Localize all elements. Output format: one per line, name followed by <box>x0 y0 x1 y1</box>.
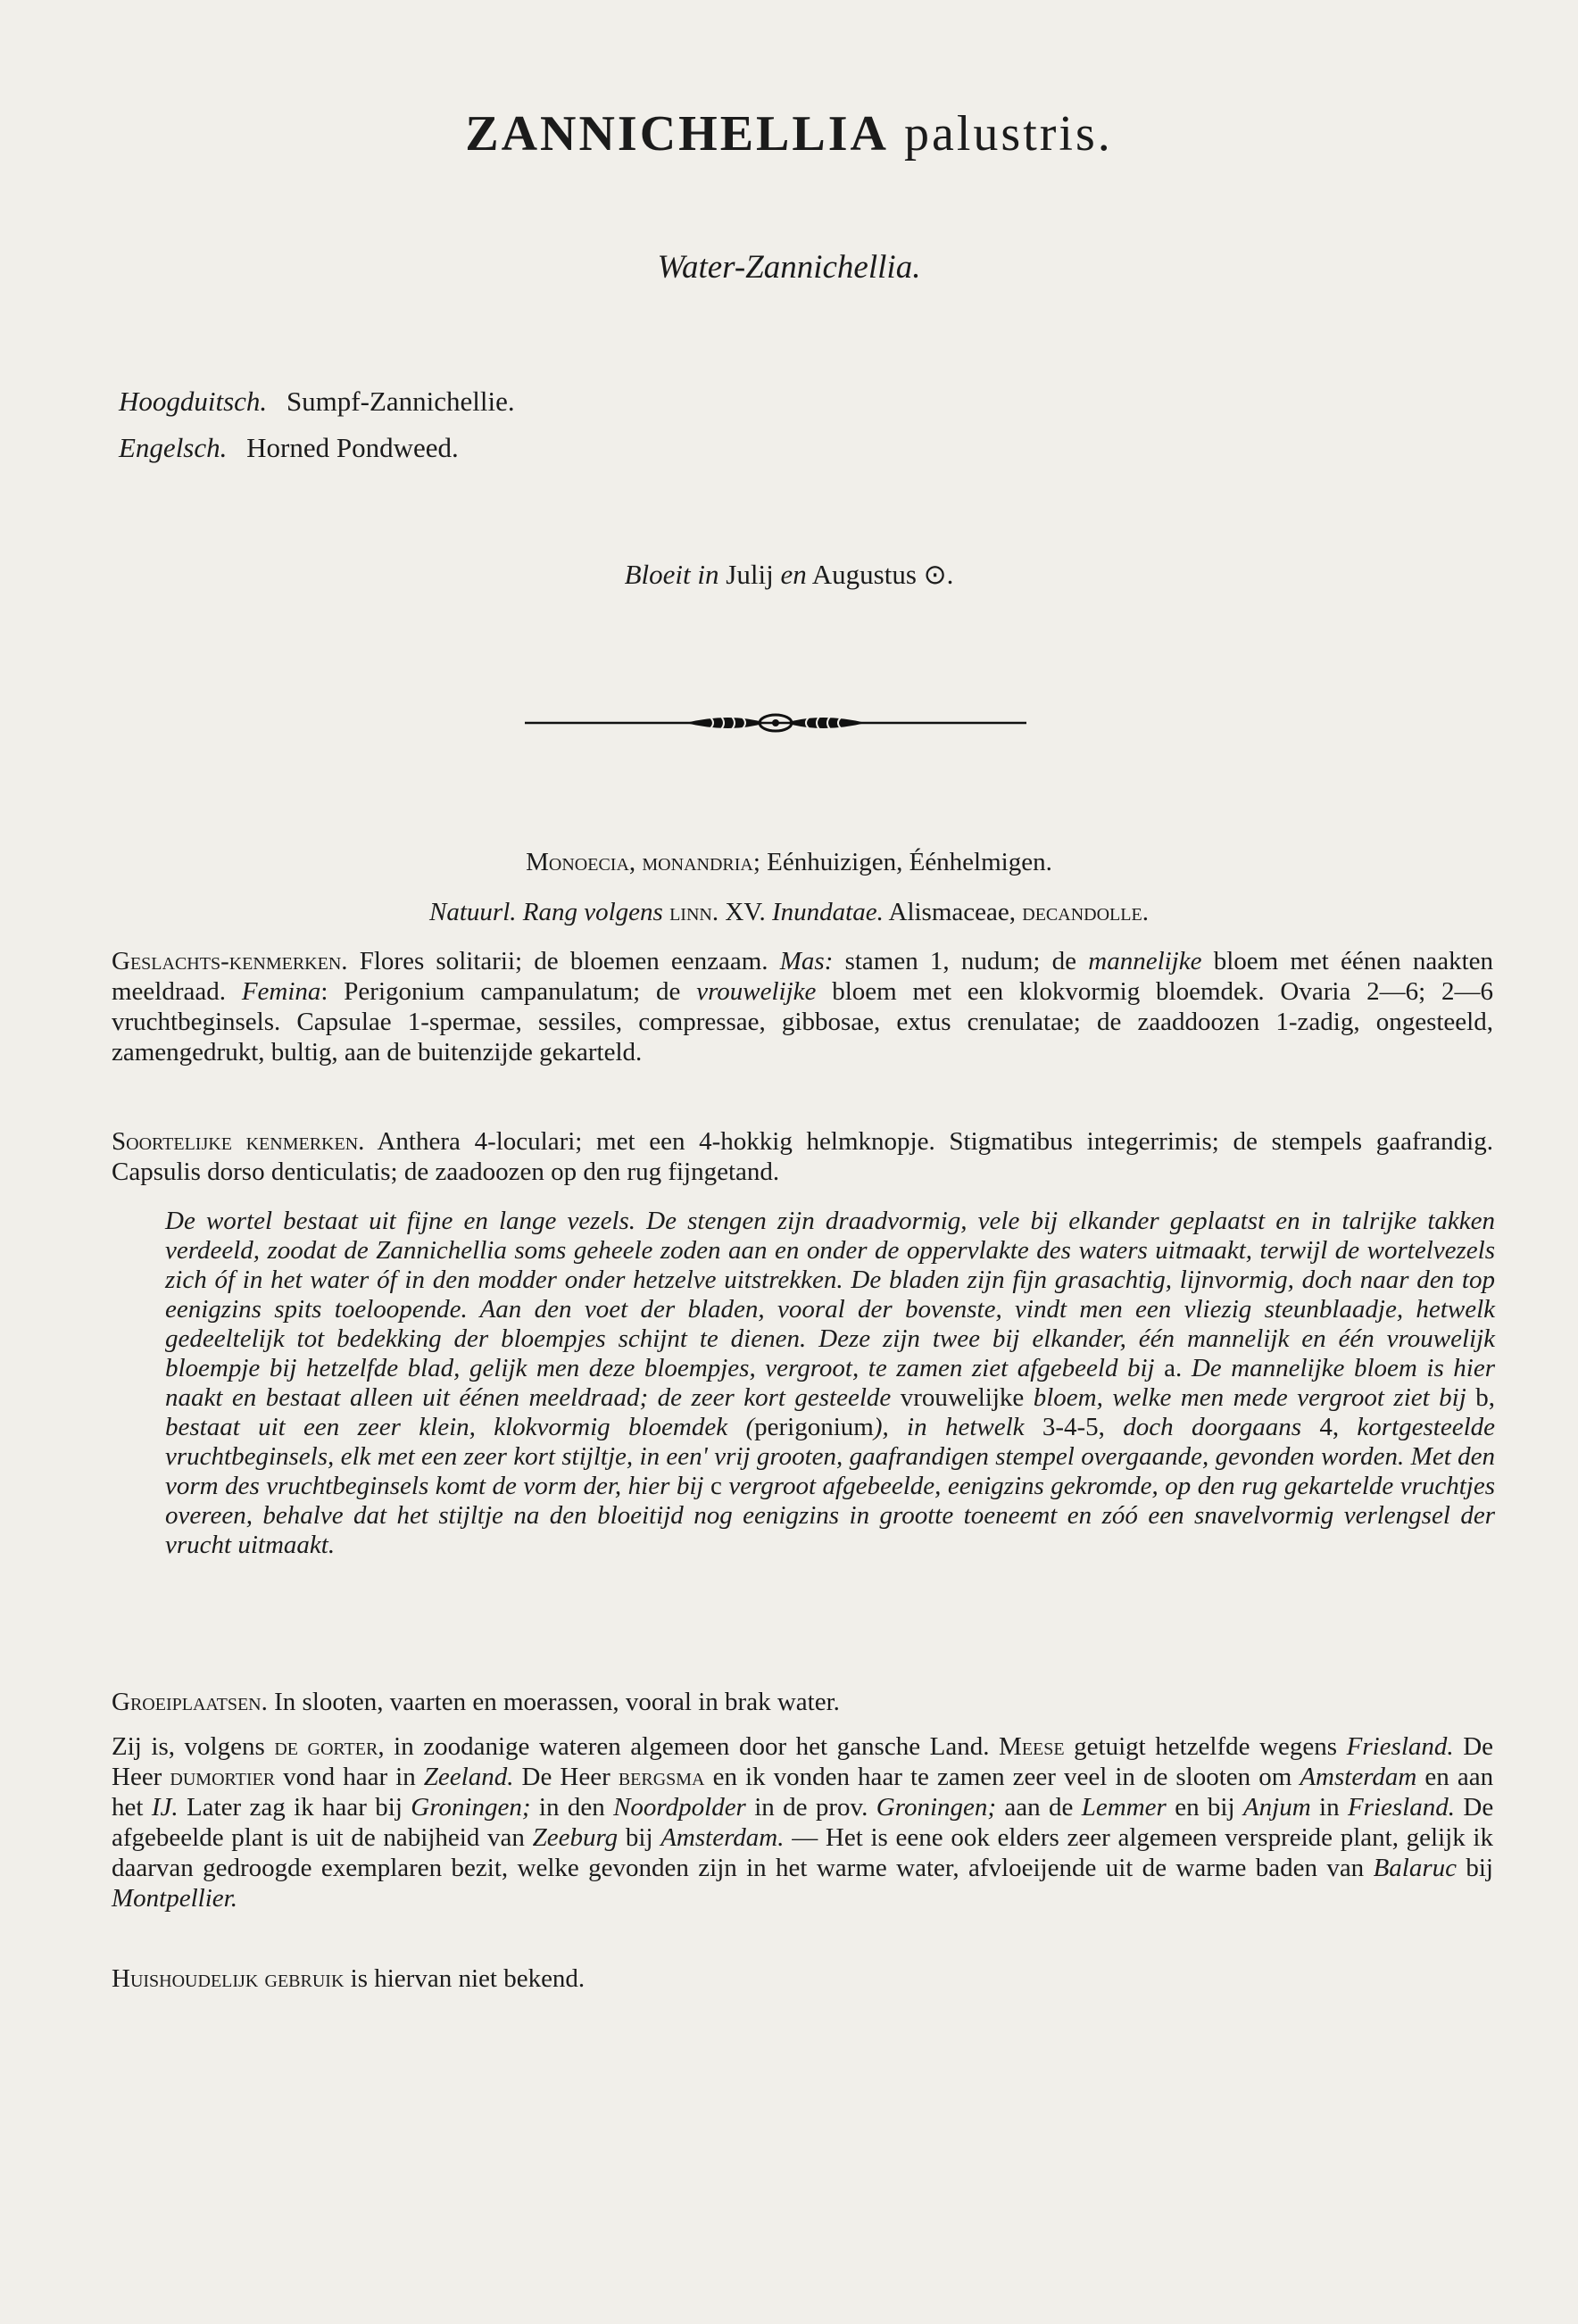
text-run: bij <box>1466 1854 1493 1882</box>
text-run: stamen 1, nudum; de <box>844 947 1077 975</box>
order-name: Inundatae. <box>772 898 884 926</box>
place-name: Amsterdam. <box>660 1823 785 1852</box>
title-genus: ZANNICHELLIA <box>465 106 889 162</box>
author-name: de gorter, <box>274 1732 385 1761</box>
text-run: In slooten, vaarten en moerassen, vooral in brak water. <box>274 1688 840 1716</box>
vernacular-german <box>119 386 515 418</box>
annual-symbol: ⊙. <box>923 559 954 590</box>
text-run: kortgesteelde vruchtbeginsels, elk met een zeer kort stijltje, in een' vrij grooten, gaafrandigen stempel overgaande, gevonden worden. Met den vorm des vruchtbeginsels komt de vorm der, hier bij <box>165 1413 1496 1500</box>
place-name: Anjum <box>1242 1793 1311 1822</box>
figure-ref: c <box>710 1472 722 1500</box>
text-run: 4, <box>1319 1413 1340 1441</box>
localities <box>112 1731 1493 1913</box>
figure-ref: a. <box>1164 1354 1183 1382</box>
vernacular-lang: Engelsch. <box>119 432 228 463</box>
section-lead: Huishoudelijk gebruik <box>112 1964 345 1993</box>
order-author: linn. <box>669 898 719 926</box>
page-title <box>0 105 1578 162</box>
text-run: 3-4-5, <box>1042 1413 1105 1441</box>
text-run: doch doorgaans <box>1123 1413 1301 1441</box>
text-run: Mas: <box>779 947 834 975</box>
bloei-month: Julij <box>726 559 774 590</box>
text-run: in de prov. <box>754 1793 868 1822</box>
place-name: Groningen; <box>411 1793 531 1822</box>
text-run: en aan het <box>112 1763 1494 1822</box>
place-name: Groningen; <box>876 1793 997 1822</box>
text-run: Later zag ik haar bij <box>186 1793 403 1822</box>
text-run: in den <box>538 1793 605 1822</box>
author-name: Meese <box>999 1732 1065 1761</box>
place-name: Zeeburg <box>532 1823 619 1852</box>
text-run: : Perigonium campanulatum; de <box>320 977 681 1006</box>
figure-ref: b, <box>1475 1383 1496 1412</box>
text-run: getuigt hetzelfde wegens <box>1074 1732 1338 1761</box>
text-run: in <box>1319 1793 1340 1822</box>
order-family-author: decandolle. <box>1022 898 1149 926</box>
order-family: Alismaceae, <box>888 898 1017 926</box>
text-run: ), in hetwelk <box>873 1413 1025 1441</box>
text-run: en bij <box>1175 1793 1235 1822</box>
text-run: bij <box>625 1823 653 1852</box>
page-subtitle: Water-Zannichellia. <box>657 249 921 286</box>
class-dutch: Eénhuizigen, Éénhelmigen. <box>767 848 1052 876</box>
place-name: Amsterdam <box>1300 1763 1417 1791</box>
species-description <box>165 1207 1495 1560</box>
place-name: IJ. <box>151 1793 179 1822</box>
text-run: De wortel bestaat uit fijne en lange vezels. De stengen zijn draadvormig, vele bij elkander geplaatst en in talrijke takken verdeeld, zoodat de Zannichellia soms geheele zoden aan en onder de oppervlakte des waters uitmaakt, terwijl de wortelvezels zich óf in het water óf in den modder onder hetzelve uitstrekken. De bladen zijn fijn grasachtig, lijnvormig, doch naar den top eenigzins spits toeloopende. Aan den voet der bladen, vooral der bovenste, vindt men een vliezig steunblaadje, hetwelk gedeeltelijk tot bedekking der bloempjes schijnt te dienen. Deze zijn twee bij elkander, één mannelijk en één vrouwelijk bloempje bij hetzelfde blad, gelijk men deze bloempjes, vergroot, te zamen ziet afgebeeld bij <box>165 1207 1495 1382</box>
text-run: vrouwelijke <box>696 977 817 1006</box>
place-name: Zeeland. <box>423 1763 514 1791</box>
text-run: Anthera 4-loculari; met een 4-hokkig helmknopje. Stigmatibus integerrimis; de stempels gaafrandig. Capsulis dorso denticulatis; de zaadoozen op den rug fijngetand. <box>112 1127 1493 1186</box>
author-name: dumortier <box>170 1763 276 1791</box>
vernacular-name: Horned Pondweed. <box>246 432 459 463</box>
place-name: Friesland. <box>1346 1732 1454 1761</box>
text-run: is hiervan niet bekend. <box>350 1964 586 1993</box>
species-characters <box>112 1126 1493 1187</box>
place-name: Balaruc <box>1373 1854 1457 1882</box>
bloei-conj: en <box>780 559 807 590</box>
genus-characters <box>112 946 1493 1067</box>
place-name: Montpellier. <box>112 1884 237 1913</box>
class-linnaean: Monoecia, monandria; <box>526 848 760 876</box>
text-run: — Het is eene ook elders zeer algemeen verspreide plant, gelijk ik daarvan gedroogde exemplaren bezit, welke gevonden zijn in het warme water, afvloeijende uit de warme baden van <box>112 1823 1493 1882</box>
text-run: De Heer <box>521 1763 610 1791</box>
place-name: Friesland. <box>1347 1793 1455 1822</box>
text-run: vergroot afgebeelde, eenigzins gekromde, op den rug gekartelde vruchtjes overeen, behalve dat het stijltje na den bloeitijd nog eenigzins in grootte toeneemt en zóó een snavelvormig verlengsel der vrucht uitmaakt. <box>165 1472 1496 1559</box>
text-run: bestaat uit een zeer klein, klokvormig bloemdek ( <box>165 1413 755 1441</box>
habitat <box>112 1687 1493 1717</box>
text-run: perigonium <box>754 1413 874 1441</box>
bloei-month: Augustus <box>811 559 917 590</box>
ornament-divider-icon <box>525 705 1026 741</box>
classification-line <box>0 848 1578 877</box>
text-run: mannelijke <box>1088 947 1202 975</box>
text-run: Flores solitarii; de bloemen eenzaam. <box>359 947 768 975</box>
order-number: XV. <box>725 898 766 926</box>
vernacular-lang: Hoogduitsch. <box>119 386 268 417</box>
place-name: Lemmer <box>1081 1793 1167 1822</box>
section-lead: Geslachts-kenmerken. <box>112 947 348 975</box>
text-run: en ik vonden haar te zamen zeer veel in de slooten om <box>712 1763 1292 1791</box>
title-species: palustris. <box>904 106 1113 162</box>
vernacular-name: Sumpf-Zannichellie. <box>286 386 515 417</box>
text-run: vrouwelijke <box>900 1383 1025 1412</box>
author-name: bergsma <box>618 1763 705 1791</box>
text-run: bloem, welke men mede vergroot ziet bij <box>1033 1383 1466 1412</box>
section-lead: Soortelijke kenmerken. <box>112 1127 365 1156</box>
text-run: Femina <box>241 977 321 1006</box>
text-run: aan de <box>1004 1793 1074 1822</box>
bloei-prefix: Bloeit in <box>624 559 719 590</box>
text-run: De Heer <box>112 1732 1494 1791</box>
text-run: in zoodanige wateren algemeen door het gansche Land. <box>394 1732 990 1761</box>
natural-order-line <box>0 898 1578 927</box>
flowering-period <box>0 559 1578 591</box>
text-run: De mannelijke bloem is hier naakt en bestaat alleen uit éénen meeldraad; de zeer kort gesteelde <box>165 1354 1495 1412</box>
section-lead: Groeiplaatsen. <box>112 1688 268 1716</box>
text-run: vond haar in <box>283 1763 416 1791</box>
vernacular-english <box>119 432 459 464</box>
text-run: bloem met een klokvormig bloemdek. Ovaria 2—6; 2—6 vruchtbeginsels. Capsulae 1-spermae, sessiles, compressae, gibbosae, extus crenulatae; de zaaddoozen 1-zadig, ongesteeld, zamengedrukt, bultig, aan de buitenzijde gekarteld. <box>112 977 1494 1067</box>
place-name: Noordpolder <box>613 1793 746 1822</box>
text-run: Zij is, volgens <box>112 1732 265 1761</box>
order-prefix: Natuurl. Rang volgens <box>429 898 663 926</box>
text-run: De afgebeelde plant is uit de nabijheid van <box>112 1793 1494 1852</box>
household-use <box>112 1963 1493 1994</box>
text-run: bloem met éénen naakten meeldraad. <box>112 947 1494 1006</box>
